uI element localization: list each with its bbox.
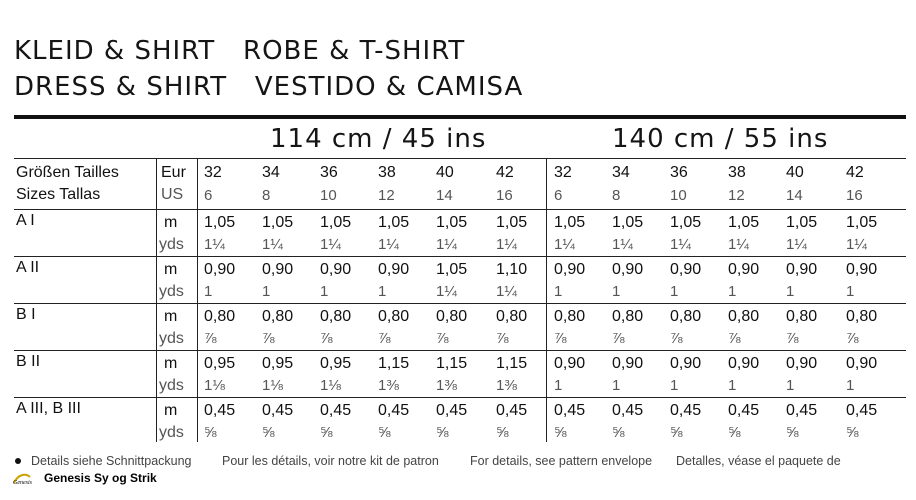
meters-cell: 0,45 — [496, 402, 528, 419]
meters-cell: 0,90 — [320, 261, 352, 278]
watermark-text: Genesis Sy og Strik — [44, 471, 157, 485]
eur-size-cell: 34 — [612, 164, 630, 181]
yards-cell: 1 — [612, 283, 621, 300]
yards-cell: 1 — [728, 283, 737, 300]
meters-cell: 0,80 — [378, 308, 410, 325]
meters-cell: 0,90 — [262, 261, 294, 278]
yards-cell: 1⅛ — [262, 377, 283, 394]
yards-cell: 1¼ — [612, 236, 633, 253]
size-label-de-fr: Größen Tailles — [16, 164, 119, 181]
yards-cell: 1¼ — [320, 236, 341, 253]
footnote-es: Detalles, véase el paquete de — [676, 454, 841, 468]
view-label: B I — [16, 306, 36, 323]
meters-cell: 1,05 — [786, 214, 818, 231]
unit-yds-label: yds — [159, 236, 184, 253]
yards-cell: ⅞ — [496, 330, 509, 347]
meters-cell: 0,80 — [670, 308, 702, 325]
us-size-cell: 8 — [612, 187, 621, 204]
title-divider — [14, 115, 906, 119]
yards-cell: ⅝ — [378, 424, 391, 441]
width-group-divider — [546, 158, 547, 442]
meters-cell: 1,15 — [378, 355, 410, 372]
genesis-logo — [12, 471, 38, 485]
meters-cell: 0,80 — [846, 308, 878, 325]
unit-column-divider — [156, 158, 157, 442]
yards-cell: ⅝ — [262, 424, 275, 441]
meters-cell: 0,90 — [786, 261, 818, 278]
yards-cell: 1¼ — [846, 236, 867, 253]
yards-cell: 1¼ — [378, 236, 399, 253]
yards-cell: 1¼ — [554, 236, 575, 253]
meters-cell: 1,05 — [204, 214, 236, 231]
meters-cell: 0,90 — [846, 355, 878, 372]
unit-m-label: m — [164, 261, 178, 278]
yards-cell: 1⅜ — [378, 377, 399, 394]
yards-cell: 1 — [554, 283, 563, 300]
yards-cell: ⅝ — [320, 424, 333, 441]
meters-cell: 0,90 — [204, 261, 236, 278]
row-divider — [14, 256, 906, 257]
meters-cell: 1,05 — [378, 214, 410, 231]
meters-cell: 1,05 — [262, 214, 294, 231]
yards-cell: ⅞ — [378, 330, 391, 347]
size-column-divider — [197, 158, 198, 442]
us-size-cell: 10 — [320, 187, 337, 204]
row-divider — [14, 209, 906, 210]
meters-cell: 0,95 — [262, 355, 294, 372]
meters-cell: 1,05 — [728, 214, 760, 231]
yards-cell: 1 — [846, 377, 855, 394]
meters-cell: 0,80 — [612, 308, 644, 325]
yards-cell: 1¼ — [436, 236, 457, 253]
meters-cell: 0,90 — [378, 261, 410, 278]
yards-cell: 1¼ — [496, 283, 517, 300]
eur-size-cell: 32 — [204, 164, 222, 181]
view-label: A II — [16, 259, 40, 276]
title-line-2: DRESS & SHIRT VESTIDO & CAMISA — [14, 72, 524, 102]
view-label: A I — [16, 212, 35, 229]
meters-cell: 0,80 — [320, 308, 352, 325]
meters-cell: 1,15 — [496, 355, 528, 372]
yards-cell: 1¼ — [786, 236, 807, 253]
yards-cell: 1 — [204, 283, 213, 300]
eur-size-cell: 42 — [846, 164, 864, 181]
row-divider — [14, 303, 906, 304]
meters-cell: 0,45 — [204, 402, 236, 419]
yards-cell: ⅝ — [204, 424, 217, 441]
yards-cell: ⅞ — [728, 330, 741, 347]
yards-cell: 1 — [320, 283, 329, 300]
unit-m-label: m — [164, 402, 178, 419]
yards-cell: ⅞ — [554, 330, 567, 347]
unit-yds-label: yds — [159, 330, 184, 347]
meters-cell: 0,45 — [612, 402, 644, 419]
us-size-cell: 8 — [262, 187, 271, 204]
fabric-width-114: 114 cm / 45 ins — [270, 124, 487, 154]
yards-cell: ⅞ — [262, 330, 275, 347]
unit-yds-label: yds — [159, 283, 184, 300]
meters-cell: 1,15 — [436, 355, 468, 372]
unit-m-label: m — [164, 308, 178, 325]
unit-eur: Eur — [161, 164, 186, 181]
meters-cell: 1,05 — [612, 214, 644, 231]
yards-cell: ⅝ — [728, 424, 741, 441]
yards-cell: 1⅜ — [436, 377, 457, 394]
watermark — [12, 469, 157, 487]
meters-cell: 1,05 — [436, 214, 468, 231]
yards-cell: ⅝ — [612, 424, 625, 441]
meters-cell: 0,45 — [436, 402, 468, 419]
bullet-icon — [15, 458, 21, 464]
footnote-fr: Pour les détails, voir notre kit de patron — [222, 454, 439, 468]
yards-cell: 1 — [728, 377, 737, 394]
yards-cell: 1 — [378, 283, 387, 300]
meters-cell: 1,05 — [554, 214, 586, 231]
yards-cell: 1 — [554, 377, 563, 394]
size-label-en-es: Sizes Tallas — [16, 186, 101, 203]
meters-cell: 0,80 — [728, 308, 760, 325]
yards-cell: 1 — [670, 283, 679, 300]
yards-cell: ⅝ — [670, 424, 683, 441]
meters-cell: 0,45 — [670, 402, 702, 419]
eur-size-cell: 42 — [496, 164, 514, 181]
yards-cell: 1⅛ — [204, 377, 225, 394]
footnote-de: Details siehe Schnittpackung — [31, 454, 192, 468]
svg-text:Genesis: Genesis — [13, 480, 32, 486]
yards-cell: ⅝ — [786, 424, 799, 441]
yards-cell: ⅞ — [436, 330, 449, 347]
meters-cell: 1,05 — [320, 214, 352, 231]
yards-cell: ⅞ — [320, 330, 333, 347]
fabric-width-140: 140 cm / 55 ins — [612, 124, 829, 154]
meters-cell: 0,45 — [728, 402, 760, 419]
meters-cell: 0,95 — [320, 355, 352, 372]
yards-cell: 1 — [786, 283, 795, 300]
meters-cell: 0,90 — [670, 355, 702, 372]
row-divider — [14, 397, 906, 398]
meters-cell: 0,45 — [846, 402, 878, 419]
meters-cell: 0,45 — [786, 402, 818, 419]
view-label: B II — [16, 353, 41, 370]
eur-size-cell: 36 — [320, 164, 338, 181]
yards-cell: 1¼ — [496, 236, 517, 253]
yards-cell: ⅝ — [496, 424, 509, 441]
eur-size-cell: 38 — [378, 164, 396, 181]
yards-cell: ⅝ — [554, 424, 567, 441]
us-size-cell: 6 — [554, 187, 563, 204]
unit-m-label: m — [164, 355, 178, 372]
yards-cell: 1⅜ — [496, 377, 517, 394]
meters-cell: 0,90 — [728, 355, 760, 372]
eur-size-cell: 36 — [670, 164, 688, 181]
meters-cell: 1,05 — [496, 214, 528, 231]
yards-cell: 1 — [670, 377, 679, 394]
yards-cell: ⅞ — [786, 330, 799, 347]
row-divider — [14, 350, 906, 351]
yards-cell: ⅞ — [612, 330, 625, 347]
meters-cell: 0,90 — [612, 355, 644, 372]
meters-cell: 0,90 — [670, 261, 702, 278]
meters-cell: 0,45 — [554, 402, 586, 419]
us-size-cell: 12 — [378, 187, 395, 204]
unit-yds-label: yds — [159, 377, 184, 394]
eur-size-cell: 40 — [436, 164, 454, 181]
meters-cell: 0,90 — [554, 355, 586, 372]
eur-size-cell: 34 — [262, 164, 280, 181]
yards-cell: 1¼ — [670, 236, 691, 253]
footnote-en: For details, see pattern envelope — [470, 454, 653, 468]
title-line-1: KLEID & SHIRT ROBE & T-SHIRT — [14, 36, 466, 66]
yards-cell: ⅞ — [670, 330, 683, 347]
meters-cell: 0,90 — [728, 261, 760, 278]
yards-cell: 1 — [612, 377, 621, 394]
eur-size-cell: 38 — [728, 164, 746, 181]
yards-cell: ⅞ — [846, 330, 859, 347]
us-size-cell: 16 — [846, 187, 863, 204]
yards-cell: 1¼ — [436, 283, 457, 300]
unit-us: US — [161, 186, 184, 203]
meters-cell: 0,90 — [786, 355, 818, 372]
us-size-cell: 14 — [436, 187, 453, 204]
yards-cell: 1⅛ — [320, 377, 341, 394]
us-size-cell: 12 — [728, 187, 745, 204]
meters-cell: 1,05 — [846, 214, 878, 231]
table-top-rule — [14, 158, 906, 159]
meters-cell: 0,80 — [786, 308, 818, 325]
meters-cell: 0,80 — [496, 308, 528, 325]
us-size-cell: 10 — [670, 187, 687, 204]
meters-cell: 1,05 — [670, 214, 702, 231]
meters-cell: 0,80 — [436, 308, 468, 325]
us-size-cell: 16 — [496, 187, 513, 204]
meters-cell: 0,45 — [320, 402, 352, 419]
meters-cell: 0,90 — [612, 261, 644, 278]
us-size-cell: 14 — [786, 187, 803, 204]
meters-cell: 1,10 — [496, 261, 528, 278]
yards-cell: 1¼ — [728, 236, 749, 253]
meters-cell: 0,80 — [262, 308, 294, 325]
yards-cell: 1 — [262, 283, 271, 300]
yards-cell: ⅝ — [846, 424, 859, 441]
meters-cell: 0,95 — [204, 355, 236, 372]
yards-cell: ⅞ — [204, 330, 217, 347]
view-label: A III, B III — [16, 400, 81, 417]
yards-cell: ⅝ — [436, 424, 449, 441]
meters-cell: 0,90 — [846, 261, 878, 278]
meters-cell: 1,05 — [436, 261, 468, 278]
unit-m-label: m — [164, 214, 178, 231]
yards-cell: 1 — [846, 283, 855, 300]
eur-size-cell: 40 — [786, 164, 804, 181]
meters-cell: 0,45 — [262, 402, 294, 419]
meters-cell: 0,80 — [554, 308, 586, 325]
meters-cell: 0,45 — [378, 402, 410, 419]
yards-cell: 1 — [786, 377, 795, 394]
yards-cell: 1¼ — [262, 236, 283, 253]
eur-size-cell: 32 — [554, 164, 572, 181]
us-size-cell: 6 — [204, 187, 213, 204]
meters-cell: 0,90 — [554, 261, 586, 278]
meters-cell: 0,80 — [204, 308, 236, 325]
unit-yds-label: yds — [159, 424, 184, 441]
yards-cell: 1¼ — [204, 236, 225, 253]
